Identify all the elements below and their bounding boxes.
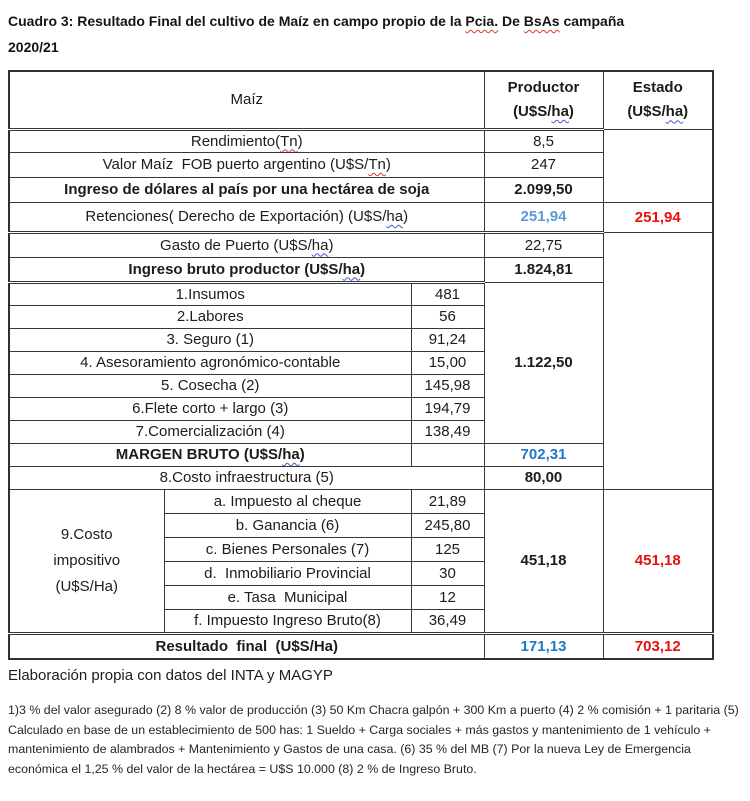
tax-item-label: f. Impuesto Ingreso Bruto(8) <box>164 609 411 633</box>
tax-item-value: 125 <box>411 537 484 561</box>
cell-costo-impositivo-productor: 451,18 <box>484 489 603 633</box>
header-estado-label: Estado <box>632 79 683 97</box>
label-text: ) <box>360 260 366 278</box>
tax-item-value: 245,80 <box>411 513 484 537</box>
header-cell-maiz: Maíz <box>9 71 484 129</box>
row-retenciones <box>9 202 713 232</box>
cell-retenciones-productor: 251,94 <box>484 202 603 232</box>
cost-item-label: 6.Flete corto + largo (3) <box>9 397 411 420</box>
label-text: ) <box>403 208 409 225</box>
cell-margen-bruto-spacer <box>411 443 484 466</box>
cost-item-value: 91,24 <box>411 328 484 351</box>
header-row <box>9 71 713 129</box>
label-text: Retenciones( Derecho de Exportación) (U$S/ <box>85 208 387 225</box>
header-productor-unit: (U$S/ <box>513 102 552 120</box>
title-misspelled-word: BsAs <box>523 13 560 29</box>
cost-item-label: 5. Cosecha (2) <box>9 374 411 397</box>
label-text: 9.Costo <box>60 525 113 543</box>
cost-item-label: 7.Comercialización (4) <box>9 420 411 443</box>
header-productor-unit: ) <box>568 102 574 120</box>
header-productor-label: Productor <box>507 78 580 96</box>
document-title <box>8 8 744 60</box>
title-text: Cuadro 3: Resultado Final del cultivo de Maíz en campo propio de la <box>8 13 466 29</box>
row-resultado-final <box>9 633 713 659</box>
title-text: campaña <box>559 13 625 29</box>
tax-item-label: a. Impuesto al cheque <box>164 489 411 513</box>
cell-costo-infraestructura-label: 8.Costo infraestructura (5) <box>9 466 484 489</box>
row-gasto-puerto <box>9 232 713 257</box>
label-text: impositivo <box>53 551 121 569</box>
source-attribution: Elaboración propia con datos del INTA y MAGYP <box>8 667 333 684</box>
cell-ingreso-dolares-productor: 2.099,50 <box>484 177 603 202</box>
cost-item-value: 145,98 <box>411 374 484 397</box>
cell-valor-maiz-productor: 247 <box>484 152 603 177</box>
title-campaign-year: 2020/21 <box>8 39 59 55</box>
cell-costo-impositivo-label <box>9 489 164 633</box>
cell-ingreso-bruto-productor: 1.824,81 <box>484 257 603 282</box>
results-table <box>8 70 714 660</box>
cell-estado-empty-mid <box>603 232 713 489</box>
cell-gasto-puerto-productor: 22,75 <box>484 232 603 257</box>
tax-item-value: 21,89 <box>411 489 484 513</box>
cost-item-value: 194,79 <box>411 397 484 420</box>
tax-item-value: 30 <box>411 561 484 585</box>
label-sq: Tn <box>368 156 386 173</box>
cell-estado-empty-top <box>603 129 713 202</box>
header-estado-unit: (U$S/ <box>627 103 666 121</box>
cell-rendimiento-productor: 8,5 <box>484 129 603 152</box>
label-sq: ha <box>282 446 300 463</box>
cost-item-value: 15,00 <box>411 351 484 374</box>
tax-item-value: 36,49 <box>411 609 484 633</box>
cell-margen-bruto-productor: 702,31 <box>484 443 603 466</box>
label-text: ) <box>385 156 391 173</box>
cost-item-value: 481 <box>411 282 484 305</box>
tax-item-value: 12 <box>411 585 484 609</box>
tax-item-label: e. Tasa Municipal <box>164 585 411 609</box>
label-text: Gasto de Puerto (U$S/ <box>160 236 312 254</box>
cost-item-label: 4. Asesoramiento agronómico-contable <box>9 351 411 374</box>
label-text: Rendimiento( <box>190 132 281 150</box>
tax-item-label: d. Inmobiliario Provincial <box>164 561 411 585</box>
label-text: Valor Maíz FOB puerto argentino (U$S/ <box>102 156 369 173</box>
label-text: ) <box>299 446 305 463</box>
title-misspelled-word: Pcia. <box>465 13 499 29</box>
cost-item-value: 56 <box>411 305 484 328</box>
cost-item-label: 2.Labores <box>9 305 411 328</box>
cell-costo-impositivo-estado: 451,18 <box>603 489 713 633</box>
tax-item-label: b. Ganancia (6) <box>164 513 411 537</box>
title-text: De <box>498 13 524 29</box>
label-text: MARGEN BRUTO (U$S/ <box>115 446 283 463</box>
label-sq: ha <box>342 260 361 278</box>
label-sq: ha <box>311 236 329 254</box>
label-sq: ha <box>386 208 404 225</box>
cost-item-label: 1.Insumos <box>9 282 411 305</box>
row-rendimiento <box>9 129 713 152</box>
cell-retenciones-estado: 251,94 <box>603 202 713 232</box>
cell-gasto-puerto-label <box>9 232 484 257</box>
cell-retenciones-label <box>9 202 484 232</box>
header-cell-estado <box>603 71 713 129</box>
label-text: ) <box>297 132 303 150</box>
label-text: (U$S/Ha) <box>55 577 118 595</box>
cell-costo-infraestructura-productor: 80,00 <box>484 466 603 489</box>
cell-ingreso-bruto-label <box>9 257 484 282</box>
tax-item-label: c. Bienes Personales (7) <box>164 537 411 561</box>
footnotes: 1)3 % del valor asegurado (2) 8 % valor de producción (3) 50 Km Chacra galpón + 300 Km a puerto (4) 2 % comisión + 1 paritaria (5) Calculado en base de un establecimiento de 500 has: 1 Sueldo + Carga sociales + más gastos y mantenimiento de 1 vehículo + mantenimiento de alambrados + Mantenimiento y Gastos de una casa. (6) 35 % del MB (7) Por la nueva Ley de Emergencia económica el 1,25 % del valor de la hectárea = U$S 10.000 (8) 2 % de Ingreso Bruto. <box>8 703 739 776</box>
tax-item-row <box>9 489 713 513</box>
cell-resultado-final-label: Resultado final (U$S/Ha) <box>9 633 484 659</box>
label-sq: Tn <box>280 132 298 150</box>
cell-valor-maiz-label <box>9 152 484 177</box>
header-cell-productor <box>484 71 603 129</box>
cost-item-value: 138,49 <box>411 420 484 443</box>
cell-resultado-final-productor: 171,13 <box>484 633 603 659</box>
cell-ingreso-dolares-label: Ingreso de dólares al país por una hectárea de soja <box>9 177 484 202</box>
header-productor-unit-sq: ha <box>551 102 569 120</box>
header-estado-unit: ) <box>683 103 689 121</box>
cell-margen-bruto-label <box>9 443 411 466</box>
cell-costos-total-productor: 1.122,50 <box>484 282 603 443</box>
cell-rendimiento-label <box>9 129 484 152</box>
cell-resultado-final-estado: 703,12 <box>603 633 713 659</box>
header-estado-unit-sq: ha <box>665 103 684 121</box>
label-text: Ingreso bruto productor (U$S/ <box>128 260 343 278</box>
label-text: ) <box>328 236 334 254</box>
cost-item-label: 3. Seguro (1) <box>9 328 411 351</box>
